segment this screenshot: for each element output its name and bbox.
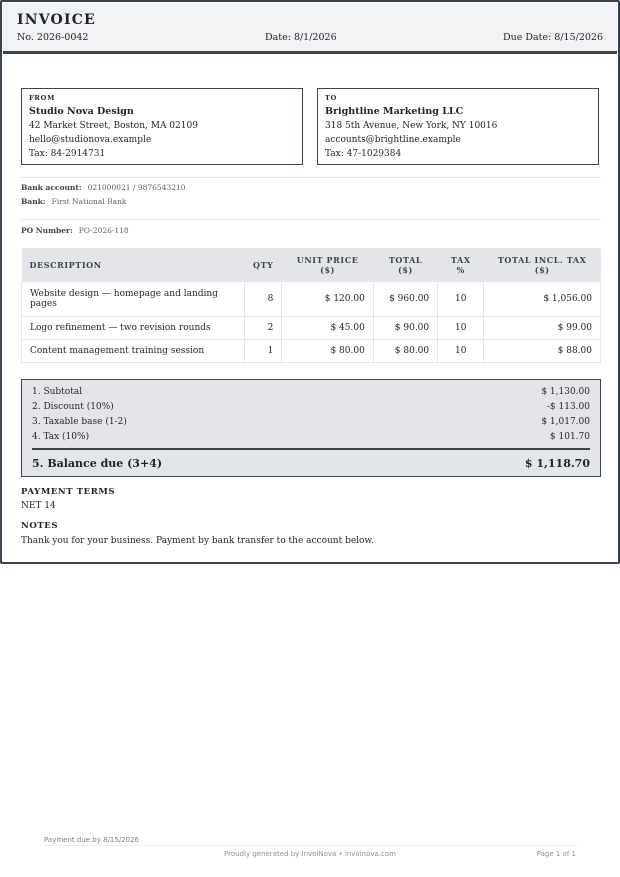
- cell-description: Content management training session: [22, 340, 245, 363]
- footer-due: Payment due by 8/15/2026: [44, 836, 139, 844]
- cell-total: $ 960.00: [373, 282, 437, 317]
- col-total: TOTAL ($): [373, 248, 437, 282]
- invoice-header: [3, 3, 617, 54]
- taxable-value: $ 1,017.00: [541, 417, 590, 427]
- tax-label: 4. Tax (10%): [32, 432, 90, 442]
- cell-qty: 1: [245, 340, 282, 363]
- cell-unit-price: $ 120.00: [282, 282, 373, 317]
- from-tax: Tax: 84-2914731: [29, 149, 106, 159]
- cell-unit-price: $ 80.00: [282, 340, 373, 363]
- footer-divider: [44, 845, 577, 846]
- cell-qty: 2: [245, 317, 282, 340]
- cell-total: $ 80.00: [373, 340, 437, 363]
- notes-text: Thank you for your business. Payment by bank transfer to the account below.: [21, 536, 374, 546]
- po-label: PO Number:: [21, 226, 73, 235]
- col-unit-price: UNIT PRICE ($): [282, 248, 373, 282]
- invoice-number: No. 2026-0042: [17, 32, 89, 43]
- discount-value: -$ 113.00: [546, 402, 590, 412]
- from-name: Studio Nova Design: [29, 106, 134, 117]
- cell-description: Website design — homepage and landing pages: [22, 282, 245, 317]
- cell-description: Logo refinement — two revision rounds: [22, 317, 245, 340]
- to-box: [317, 88, 599, 165]
- bank-label: Bank:: [21, 197, 46, 206]
- po-number: [21, 226, 129, 235]
- tax-value: $ 101.70: [549, 432, 590, 442]
- cell-tax: 10: [438, 282, 484, 317]
- col-tax: TAX %: [438, 248, 484, 282]
- from-email: hello@studionova.example: [29, 135, 152, 145]
- payment-terms-heading: PAYMENT TERMS: [21, 487, 116, 497]
- discount-row: [32, 402, 590, 412]
- invoice-date: Date: 8/1/2026: [265, 32, 337, 43]
- taxable-row: [32, 417, 590, 427]
- from-address: 42 Market Street, Boston, MA 02109: [29, 121, 198, 131]
- table-row: [22, 282, 601, 317]
- cell-tax: 10: [438, 317, 484, 340]
- cell-total-incl-tax: $ 99.00: [484, 317, 601, 340]
- bank-account-label: Bank account:: [21, 183, 82, 192]
- subtotal-label: 1. Subtotal: [32, 387, 83, 397]
- cell-qty: 8: [245, 282, 282, 317]
- table-header-row: [22, 248, 601, 282]
- balance-value: $ 1,118.70: [524, 457, 590, 470]
- col-qty: QTY: [245, 248, 282, 282]
- line-items-table: [21, 248, 601, 363]
- taxable-label: 3. Taxable base (1-2): [32, 417, 127, 427]
- subtotal-value: $ 1,130.00: [541, 387, 590, 397]
- notes-heading: NOTES: [21, 521, 59, 531]
- bank-account: [21, 183, 186, 192]
- tax-row: [32, 432, 590, 442]
- invoice-due-date: Due Date: 8/15/2026: [502, 32, 603, 43]
- divider: [21, 177, 601, 178]
- to-email: accounts@brightline.example: [325, 135, 461, 145]
- to-name: Brightline Marketing LLC: [325, 106, 464, 117]
- from-box: [21, 88, 303, 165]
- col-total-incl-tax: TOTAL INCL. TAX ($): [484, 248, 601, 282]
- cell-total-incl-tax: $ 1,056.00: [484, 282, 601, 317]
- po-value: PO-2026-118: [78, 226, 129, 235]
- cell-total-incl-tax: $ 88.00: [484, 340, 601, 363]
- payment-terms-text: NET 14: [21, 501, 56, 511]
- table-row: [22, 340, 601, 363]
- bank-account-value: 021000021 / 9876543210: [87, 183, 186, 192]
- totals-divider: [32, 448, 590, 450]
- divider: [21, 219, 601, 220]
- col-description: DESCRIPTION: [22, 248, 245, 282]
- from-tag: FROM: [29, 94, 56, 102]
- bank-name: [21, 197, 126, 206]
- totals-box: [21, 379, 601, 477]
- to-tax: Tax: 47-1029384: [325, 149, 402, 159]
- balance-row: [32, 457, 590, 470]
- balance-label: 5. Balance due (3+4): [32, 457, 163, 470]
- cell-unit-price: $ 45.00: [282, 317, 373, 340]
- discount-label: 2. Discount (10%): [32, 402, 114, 412]
- footer-generated: Proudly generated by InvoiNova • invoinova.com: [224, 850, 396, 858]
- to-tag: TO: [325, 94, 338, 102]
- cell-total: $ 90.00: [373, 317, 437, 340]
- table-row: [22, 317, 601, 340]
- bank-value: First National Bank: [51, 197, 127, 206]
- subtotal-row: [32, 387, 590, 397]
- cell-tax: 10: [438, 340, 484, 363]
- to-address: 318 5th Avenue, New York, NY 10016: [325, 121, 498, 131]
- page-title: INVOICE: [17, 12, 96, 28]
- footer-page-number: Page 1 of 1: [536, 850, 576, 858]
